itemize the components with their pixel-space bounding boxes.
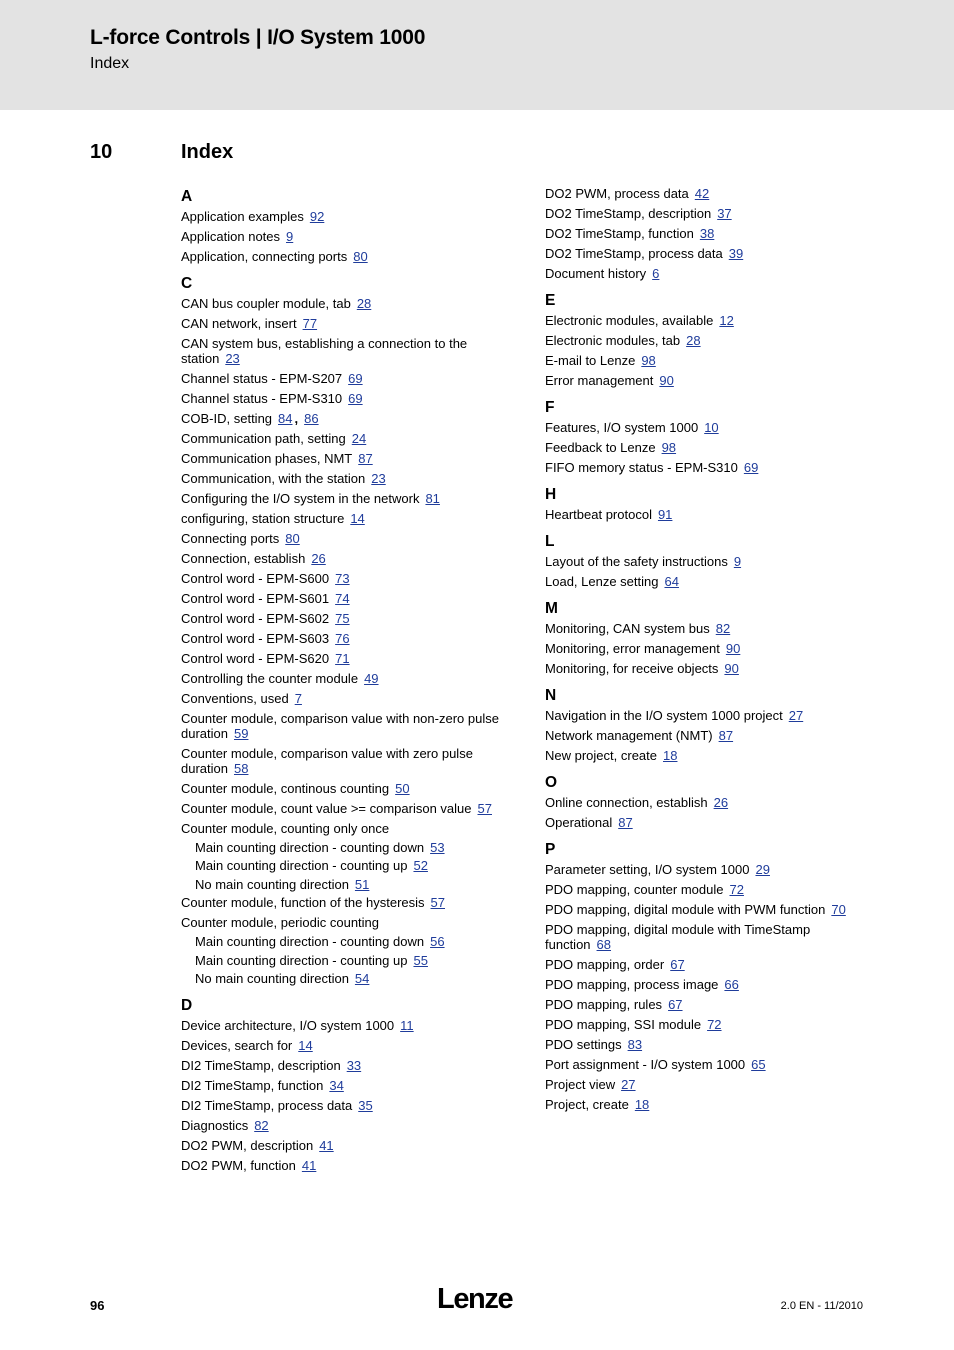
page-link[interactable]: 80 <box>353 249 368 264</box>
page-link[interactable]: 82 <box>254 1118 269 1134</box>
page-link[interactable]: 26 <box>713 795 729 810</box>
page-link[interactable]: 57 <box>477 801 492 816</box>
entry-text: Main counting direction - counting up <box>195 858 408 874</box>
entry-text: Operational <box>545 815 613 830</box>
entry-text: Counter module, counting only once <box>181 821 390 836</box>
index-entry <box>181 471 516 486</box>
index-column-right <box>545 186 875 1117</box>
page-link[interactable]: 23 <box>225 351 240 366</box>
entry-text: Electronic modules, tab <box>545 333 681 348</box>
entry-text: Feedback to Lenze <box>545 440 656 455</box>
index-section <box>545 841 875 1112</box>
page-link[interactable]: 87 <box>718 728 734 743</box>
page-link[interactable]: 77 <box>302 316 318 331</box>
index-entry <box>181 249 516 264</box>
index-entry <box>181 511 516 526</box>
index-entry <box>545 266 875 281</box>
index-entry <box>181 411 516 426</box>
entry-text: Application examples <box>181 209 304 224</box>
section-letter: M <box>545 600 558 617</box>
entry-text: Configuring the I/O system in the network <box>181 491 420 506</box>
page-link[interactable]: 69 <box>348 391 363 406</box>
entry-text: PDO mapping, SSI module <box>545 1017 702 1032</box>
index-entry <box>181 915 516 930</box>
document-version: 2.0 EN - 11/2010 <box>780 1300 863 1312</box>
page-link[interactable]: 69 <box>348 371 363 386</box>
page-link[interactable]: 64 <box>664 574 679 589</box>
index-entry <box>181 1058 516 1073</box>
entry-text: DO2 PWM, process data <box>545 186 689 201</box>
page-link[interactable]: 56 <box>430 933 445 949</box>
entry-text: PDO mapping, counter module <box>545 882 724 897</box>
index-entry <box>545 1037 875 1052</box>
page-link[interactable]: 84 <box>278 411 293 426</box>
entry-text: CAN bus coupler module, tab <box>181 296 351 311</box>
page-link[interactable]: 41 <box>301 1158 317 1174</box>
entry-text: Project, create <box>545 1097 629 1112</box>
page-link[interactable]: 29 <box>755 862 770 877</box>
index-section <box>181 275 516 986</box>
index-entry <box>545 440 875 455</box>
page-link[interactable]: 80 <box>285 531 300 546</box>
page-link[interactable]: 90 <box>724 661 739 676</box>
entry-text: Monitoring, for receive objects <box>545 661 719 676</box>
index-entry <box>181 531 516 546</box>
index-subentry <box>181 858 516 873</box>
entry-text: PDO mapping, digital module with PWM function <box>545 902 826 917</box>
entry-text: Error management <box>545 373 654 388</box>
page-link[interactable]: 28 <box>686 333 701 348</box>
index-entry <box>181 491 516 506</box>
index-subentry <box>181 971 516 986</box>
entry-text: E-mail to Lenze <box>545 353 636 368</box>
entry-text: No main counting direction <box>195 876 349 892</box>
entry-text: Counter module, periodic counting <box>181 915 380 931</box>
entry-text: Control word - EPM-S603 <box>181 631 330 646</box>
index-entry <box>545 1097 875 1112</box>
entry-text: Channel status - EPM-S207 <box>181 371 343 386</box>
entry-text: Monitoring, error management <box>545 641 720 656</box>
page-link[interactable]: 23 <box>371 471 386 486</box>
index-entry <box>181 671 516 686</box>
page-link[interactable]: 51 <box>354 876 370 892</box>
page-link[interactable]: 14 <box>350 511 365 526</box>
page-link[interactable]: 58 <box>233 761 249 776</box>
page-link[interactable]: 69 <box>743 460 759 475</box>
index-column-left <box>181 188 516 1178</box>
index-entry <box>545 313 875 328</box>
index-entry <box>545 748 875 763</box>
page-link[interactable]: 49 <box>364 671 379 686</box>
section-letter: D <box>181 997 193 1015</box>
page-link[interactable]: 73 <box>335 571 350 586</box>
index-entry <box>545 373 875 388</box>
entry-text: Communication phases, NMT <box>181 451 353 466</box>
page-link[interactable]: 98 <box>641 353 656 368</box>
entry-text: No main counting direction <box>195 971 349 987</box>
page-number: 96 <box>90 1298 105 1313</box>
index-entry <box>181 336 516 366</box>
page-link[interactable]: 76 <box>335 631 350 646</box>
entry-text: Control word - EPM-S602 <box>181 611 330 626</box>
entry-text: Counter module, comparison value with non-zero pulse duration <box>181 711 499 741</box>
index-entry <box>181 781 516 796</box>
page-link[interactable]: 41 <box>319 1138 334 1154</box>
entry-text: Counter module, continous counting <box>181 781 390 796</box>
entry-text: DO2 TimeStamp, description <box>545 206 712 221</box>
page-link[interactable]: 24 <box>351 431 367 446</box>
index-entry <box>545 641 875 656</box>
index-entry <box>545 353 875 368</box>
entry-text: Counter module, count value >= comparison value <box>181 801 472 816</box>
index-entry <box>545 507 875 522</box>
index-entry <box>545 460 875 475</box>
index-entry <box>545 1077 875 1092</box>
page-link[interactable]: 28 <box>356 296 372 311</box>
index-entry <box>181 631 516 646</box>
index-entry <box>545 420 875 435</box>
index-entry <box>181 1158 516 1173</box>
page-link[interactable]: 12 <box>719 313 734 328</box>
page-link[interactable]: 50 <box>395 781 410 796</box>
entry-text: PDO mapping, digital module with TimeStamp function <box>545 922 811 952</box>
index-entry <box>545 997 875 1012</box>
section-letter: F <box>545 399 555 416</box>
page-link[interactable]: 52 <box>413 858 428 874</box>
index-entry <box>545 574 875 589</box>
entry-text: PDO mapping, rules <box>545 997 663 1012</box>
entry-text: Main counting direction - counting up <box>195 952 408 968</box>
page-link[interactable]: 66 <box>724 977 739 992</box>
index-entry <box>181 229 516 244</box>
entry-text: Devices, search for <box>181 1038 293 1054</box>
index-section <box>545 186 875 281</box>
index-entry <box>181 551 516 566</box>
page-link[interactable]: 18 <box>634 1097 650 1112</box>
index-entry <box>545 1057 875 1072</box>
entry-text: Channel status - EPM-S310 <box>181 391 343 406</box>
page-link[interactable]: 14 <box>298 1038 313 1054</box>
entry-text: Project view <box>545 1077 616 1092</box>
entry-text: DO2 TimeStamp, process data <box>545 246 723 261</box>
entry-text: Network management (NMT) <box>545 728 713 743</box>
page-link[interactable]: 59 <box>233 726 249 741</box>
entry-text: Communication path, setting <box>181 431 346 446</box>
page-link[interactable]: 65 <box>751 1057 766 1072</box>
index-entry <box>545 661 875 676</box>
page-link[interactable]: 54 <box>354 971 370 987</box>
page-link[interactable]: 75 <box>335 611 350 626</box>
index-entry <box>545 815 875 830</box>
entry-text: DI2 TimeStamp, description <box>181 1058 341 1074</box>
entry-text: Connection, establish <box>181 551 306 566</box>
page-link[interactable]: 92 <box>309 209 325 224</box>
index-entry <box>545 977 875 992</box>
page-link[interactable]: 35 <box>358 1098 373 1114</box>
page-link[interactable]: 34 <box>329 1078 344 1094</box>
entry-text: Application, connecting ports <box>181 249 348 264</box>
section-letter: P <box>545 841 556 858</box>
entry-text: Counter module, comparison value with zero pulse duration <box>181 746 473 776</box>
entry-text: DO2 PWM, description <box>181 1138 314 1154</box>
entry-text: configuring, station structure <box>181 511 345 526</box>
entry-text: DI2 TimeStamp, process data <box>181 1098 353 1114</box>
index-entry <box>545 957 875 972</box>
page-link[interactable]: 67 <box>670 957 685 972</box>
page-link[interactable]: 72 <box>707 1017 722 1032</box>
page-link[interactable]: 90 <box>659 373 674 388</box>
page-link[interactable]: 91 <box>657 507 673 522</box>
entry-text: Heartbeat protocol <box>545 507 652 522</box>
entry-text: Monitoring, CAN system bus <box>545 621 710 636</box>
section-letter: E <box>545 292 556 309</box>
page-link[interactable]: 87 <box>618 815 633 830</box>
entry-text: Conventions, used <box>181 691 289 706</box>
document-title: L-force Controls | I/O System 1000 <box>90 26 426 49</box>
entry-text: Layout of the safety instructions <box>545 554 728 569</box>
entry-text: PDO mapping, process image <box>545 977 719 992</box>
entry-text: Diagnostics <box>181 1118 249 1134</box>
index-entry <box>181 711 516 741</box>
entry-text: DO2 TimeStamp, function <box>545 226 694 241</box>
index-entry <box>181 391 516 406</box>
index-subentry <box>181 934 516 949</box>
page-link[interactable]: 6 <box>652 266 660 281</box>
page-link[interactable]: 18 <box>663 748 678 763</box>
index-entry <box>181 651 516 666</box>
entry-text: Electronic modules, available <box>545 313 714 328</box>
index-entry <box>545 795 875 810</box>
index-entry <box>181 296 516 311</box>
entry-text: Port assignment - I/O system 1000 <box>545 1057 746 1072</box>
page-link[interactable]: 57 <box>430 895 445 911</box>
index-entry <box>181 801 516 816</box>
index-entry <box>181 895 516 910</box>
page-link[interactable]: 39 <box>728 246 744 261</box>
document-subtitle: Index <box>90 55 130 72</box>
page-link[interactable]: 11 <box>400 1018 414 1034</box>
index-entry <box>545 246 875 261</box>
entry-text: DI2 TimeStamp, function <box>181 1078 324 1094</box>
index-section <box>545 533 875 589</box>
index-section <box>545 600 875 676</box>
page-link[interactable]: 33 <box>346 1058 362 1074</box>
index-section <box>181 997 516 1173</box>
lenze-logo: Lenze <box>437 1283 513 1315</box>
page-link[interactable]: 7 <box>294 691 302 706</box>
index-entry <box>545 621 875 636</box>
index-section <box>545 292 875 388</box>
page-link[interactable]: 86 <box>304 411 319 426</box>
entry-text: Document history <box>545 266 647 281</box>
page-link[interactable]: 42 <box>694 186 710 201</box>
index-entry <box>545 186 875 201</box>
chapter-title: Index <box>181 141 234 163</box>
entry-text: Navigation in the I/O system 1000 project <box>545 708 783 723</box>
index-entry <box>181 371 516 386</box>
index-section <box>545 486 875 522</box>
index-entry <box>545 554 875 569</box>
entry-text: FIFO memory status - EPM-S310 <box>545 460 738 475</box>
index-entry <box>181 571 516 586</box>
entry-text: Application notes <box>181 229 281 244</box>
index-entry <box>181 746 516 776</box>
page-link[interactable]: 90 <box>725 641 741 656</box>
entry-text: New project, create <box>545 748 657 763</box>
entry-text: Load, Lenze setting <box>545 574 659 589</box>
page-link[interactable]: 68 <box>596 937 612 952</box>
page-link[interactable]: 67 <box>668 997 683 1012</box>
entry-text: Connecting ports <box>181 531 280 546</box>
page-link[interactable]: 26 <box>311 551 326 566</box>
index-subentry <box>181 877 516 892</box>
page-link[interactable]: 81 <box>425 491 440 506</box>
index-section <box>181 188 516 264</box>
page-link[interactable]: 98 <box>661 440 677 455</box>
page-link[interactable]: 10 <box>704 420 719 435</box>
page-header <box>0 0 954 110</box>
index-subentry <box>181 840 516 855</box>
index-entry <box>181 1118 516 1133</box>
index-entry <box>545 922 875 952</box>
index-entry <box>545 333 875 348</box>
index-subentry <box>181 953 516 968</box>
index-entry <box>545 728 875 743</box>
index-entry <box>181 821 516 836</box>
section-letter: C <box>181 275 193 292</box>
index-entry <box>545 226 875 241</box>
page-link[interactable]: 74 <box>335 591 350 606</box>
entry-text: DO2 PWM, function <box>181 1158 296 1174</box>
page-link[interactable]: 9 <box>733 554 742 569</box>
page-link[interactable]: 53 <box>430 839 445 855</box>
index-entry <box>181 591 516 606</box>
page-link[interactable]: 55 <box>413 952 428 968</box>
page-link[interactable]: 83 <box>627 1037 643 1052</box>
page-link[interactable]: 27 <box>621 1077 636 1092</box>
index-entry <box>545 862 875 877</box>
index-entry <box>545 902 875 917</box>
index-entry <box>181 1038 516 1053</box>
entry-text: Main counting direction - counting down <box>195 933 425 949</box>
page-link[interactable]: 87 <box>358 451 373 466</box>
page-link[interactable]: 72 <box>729 882 744 897</box>
index-entry <box>181 1098 516 1113</box>
page-link[interactable]: 71 <box>335 651 350 666</box>
index-entry <box>181 1018 516 1033</box>
index-entry <box>181 209 516 224</box>
entry-text: PDO settings <box>545 1037 622 1052</box>
section-letter: N <box>545 687 557 704</box>
section-letter: L <box>545 533 555 550</box>
index-section <box>545 399 875 475</box>
index-entry <box>545 882 875 897</box>
index-entry <box>181 611 516 626</box>
index-section <box>545 774 875 830</box>
entry-text: Parameter setting, I/O system 1000 <box>545 862 750 877</box>
index-entry <box>181 431 516 446</box>
entry-text: Controlling the counter module <box>181 671 359 686</box>
entry-text: Counter module, function of the hysteresis <box>181 895 425 911</box>
entry-text: Features, I/O system 1000 <box>545 420 699 435</box>
entry-text: CAN system bus, establishing a connection to the station <box>181 336 468 366</box>
page-separator: , <box>294 411 299 426</box>
index-entry <box>181 691 516 706</box>
page-link[interactable]: 27 <box>788 708 804 723</box>
index-entry <box>545 206 875 221</box>
index-entry <box>545 1017 875 1032</box>
index-section <box>545 687 875 763</box>
index-entry <box>181 451 516 466</box>
entry-text: COB-ID, setting <box>181 411 273 426</box>
page-link[interactable]: 82 <box>715 621 731 636</box>
entry-text: Online connection, establish <box>545 795 708 810</box>
entry-text: PDO mapping, order <box>545 957 665 972</box>
index-entry <box>181 1078 516 1093</box>
section-letter: H <box>545 486 557 503</box>
entry-text: Control word - EPM-S620 <box>181 651 330 666</box>
entry-text: CAN network, insert <box>181 316 297 331</box>
entry-text: Main counting direction - counting down <box>195 839 425 855</box>
section-letter: A <box>181 188 193 205</box>
entry-text: Communication, with the station <box>181 471 366 486</box>
entry-text: Control word - EPM-S601 <box>181 591 330 606</box>
page-link[interactable]: 9 <box>286 229 294 244</box>
index-entry <box>181 1138 516 1153</box>
section-letter: O <box>545 774 558 791</box>
page-link[interactable]: 37 <box>717 206 732 221</box>
index-entry <box>181 316 516 331</box>
page-link[interactable]: 38 <box>699 226 715 241</box>
chapter-number: 10 <box>90 141 113 163</box>
index-entry <box>545 708 875 723</box>
entry-text: Device architecture, I/O system 1000 <box>181 1018 395 1034</box>
entry-text: Control word - EPM-S600 <box>181 571 330 586</box>
page-link[interactable]: 70 <box>831 902 846 917</box>
